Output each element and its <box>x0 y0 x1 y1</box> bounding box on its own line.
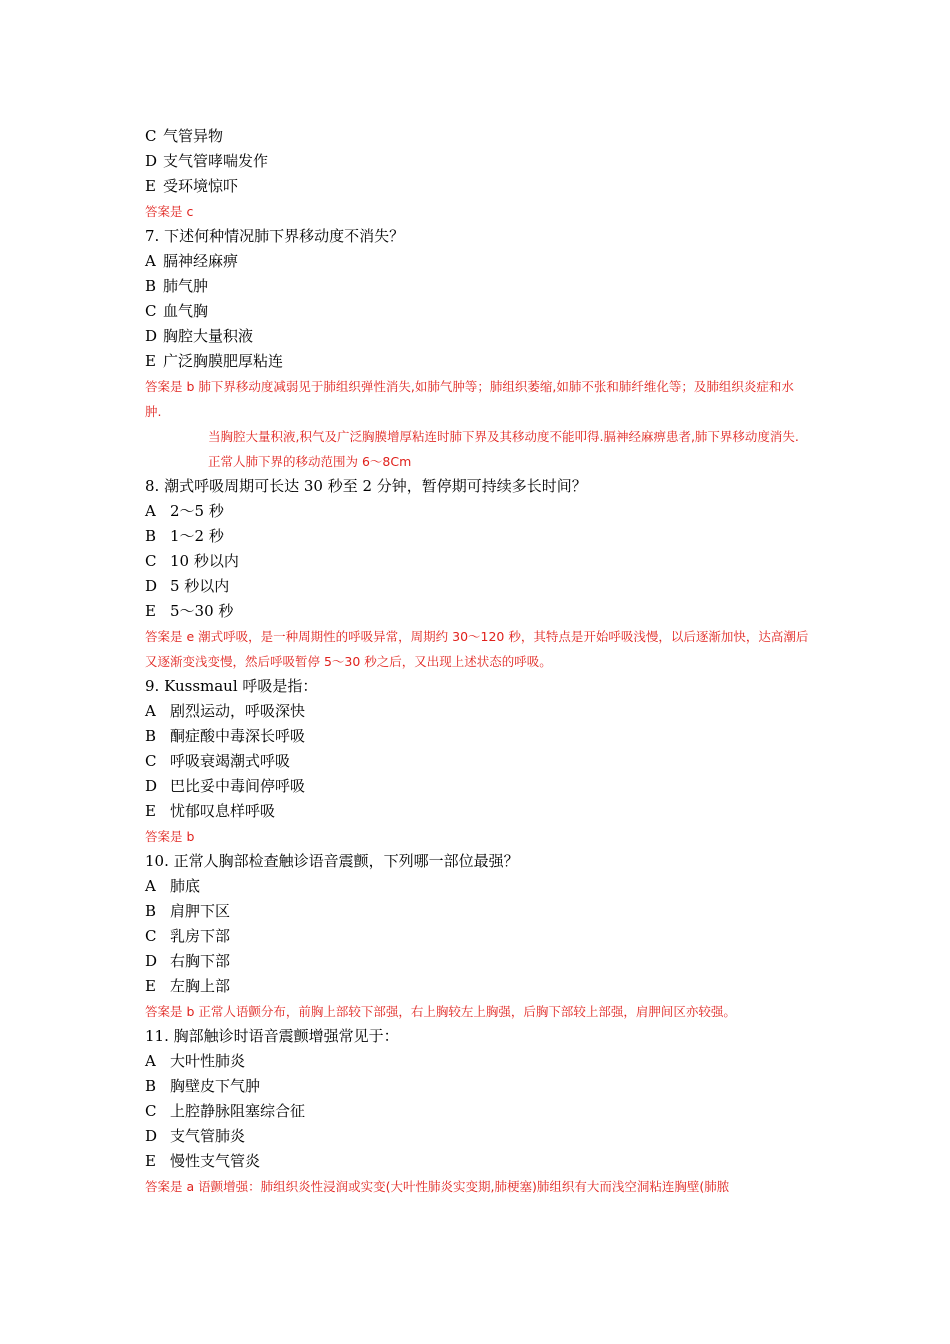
option-c: C 血气胸 <box>145 302 209 320</box>
option-a: A 大叶性肺炎 <box>145 1052 246 1070</box>
option-c: C 上腔静脉阻塞综合征 <box>145 1102 306 1120</box>
option-a: A 肺底 <box>145 877 201 895</box>
option-c: C 10 秒以内 <box>145 552 239 570</box>
option-b: B 1～2 秒 <box>145 527 224 545</box>
option-a: A 膈神经麻痹 <box>145 252 239 270</box>
option-c: C 乳房下部 <box>145 927 231 945</box>
question-title: 8. 潮式呼吸周期可长达 30 秒至 2 分钟，暂停期可持续多长时间？ <box>145 477 587 495</box>
option-d: D 5 秒以内 <box>145 577 230 595</box>
option-a: A 剧烈运动，呼吸深快 <box>145 702 306 720</box>
question-10 <box>145 849 810 1024</box>
answer-text: 答案是 e 潮式呼吸，是一种周期性的呼吸异常，周期约 30～120 秒，其特点是开始呼吸浅慢，以后逐渐加快，达高潮后又逐渐变浅变慢，然后呼吸暂停 5～30 秒之后，又出现上述状态的呼吸。 <box>145 629 809 669</box>
document-page <box>145 124 810 1199</box>
option-e: E 左胸上部 <box>145 977 231 995</box>
answer-text: 答案是 b 肺下界移动度减弱见于肺组织弹性消失,如肺气肿等；肺组织萎缩,如肺不张和肺纤维化等；及肺组织炎症和水肿. <box>145 379 794 419</box>
option-d: D 支气管哮喘发作 <box>145 152 269 170</box>
option-e: E 广泛胸膜肥厚粘连 <box>145 352 284 370</box>
question-8 <box>145 474 810 674</box>
option-b: B 酮症酸中毒深长呼吸 <box>145 727 306 745</box>
answer-text: 答案是 b <box>145 829 195 844</box>
option-c: C 气管异物 <box>145 127 224 145</box>
answer-text: 答案是 a 语颤增强：肺组织炎性浸润或实变(大叶性肺炎实变期,肺梗塞)肺组织有大而浅空洞粘连胸壁(肺脓 <box>145 1179 730 1194</box>
question-9 <box>145 674 810 849</box>
question-title: 10. 正常人胸部检查触诊语音震颤，下列哪一部位最强？ <box>145 852 519 870</box>
option-e: E 忧郁叹息样呼吸 <box>145 802 276 820</box>
answer-note: 正常人肺下界的移动范围为 6～8Cm <box>208 454 412 469</box>
option-c: C 呼吸衰竭潮式呼吸 <box>145 752 291 770</box>
answer-text: 答案是 b 正常人语颤分布，前胸上部较下部强，右上胸较左上胸强，后胸下部较上部强，肩胛间区亦较强。 <box>145 1004 736 1019</box>
option-d: D 右胸下部 <box>145 952 231 970</box>
answer-text: 答案是 c <box>145 204 194 219</box>
option-b: B 肺气肿 <box>145 277 209 295</box>
option-e: E 受环境惊吓 <box>145 177 239 195</box>
option-a: A 2～5 秒 <box>145 502 224 520</box>
option-e: E 慢性支气管炎 <box>145 1152 261 1170</box>
answer-note: 当胸腔大量积液,积气及广泛胸膜增厚粘连时肺下界及其移动度不能叩得.膈神经麻痹患者,肺下界移动度消失. <box>208 429 799 444</box>
question-title: 9. Kussmaul 呼吸是指： <box>145 677 318 695</box>
option-e: E 5～30 秒 <box>145 602 234 620</box>
option-d: D 巴比妥中毒间停呼吸 <box>145 777 306 795</box>
option-b: B 肩胛下区 <box>145 902 231 920</box>
question-title: 11. 胸部触诊时语音震颤增强常见于： <box>145 1027 399 1045</box>
option-b: B 胸壁皮下气肿 <box>145 1077 261 1095</box>
question-7 <box>145 224 810 474</box>
question-6 <box>145 124 810 224</box>
question-11 <box>145 1024 810 1199</box>
option-d: D 胸腔大量积液 <box>145 327 254 345</box>
question-title: 7. 下述何种情况肺下界移动度不消失？ <box>145 227 405 245</box>
option-d: D 支气管肺炎 <box>145 1127 246 1145</box>
